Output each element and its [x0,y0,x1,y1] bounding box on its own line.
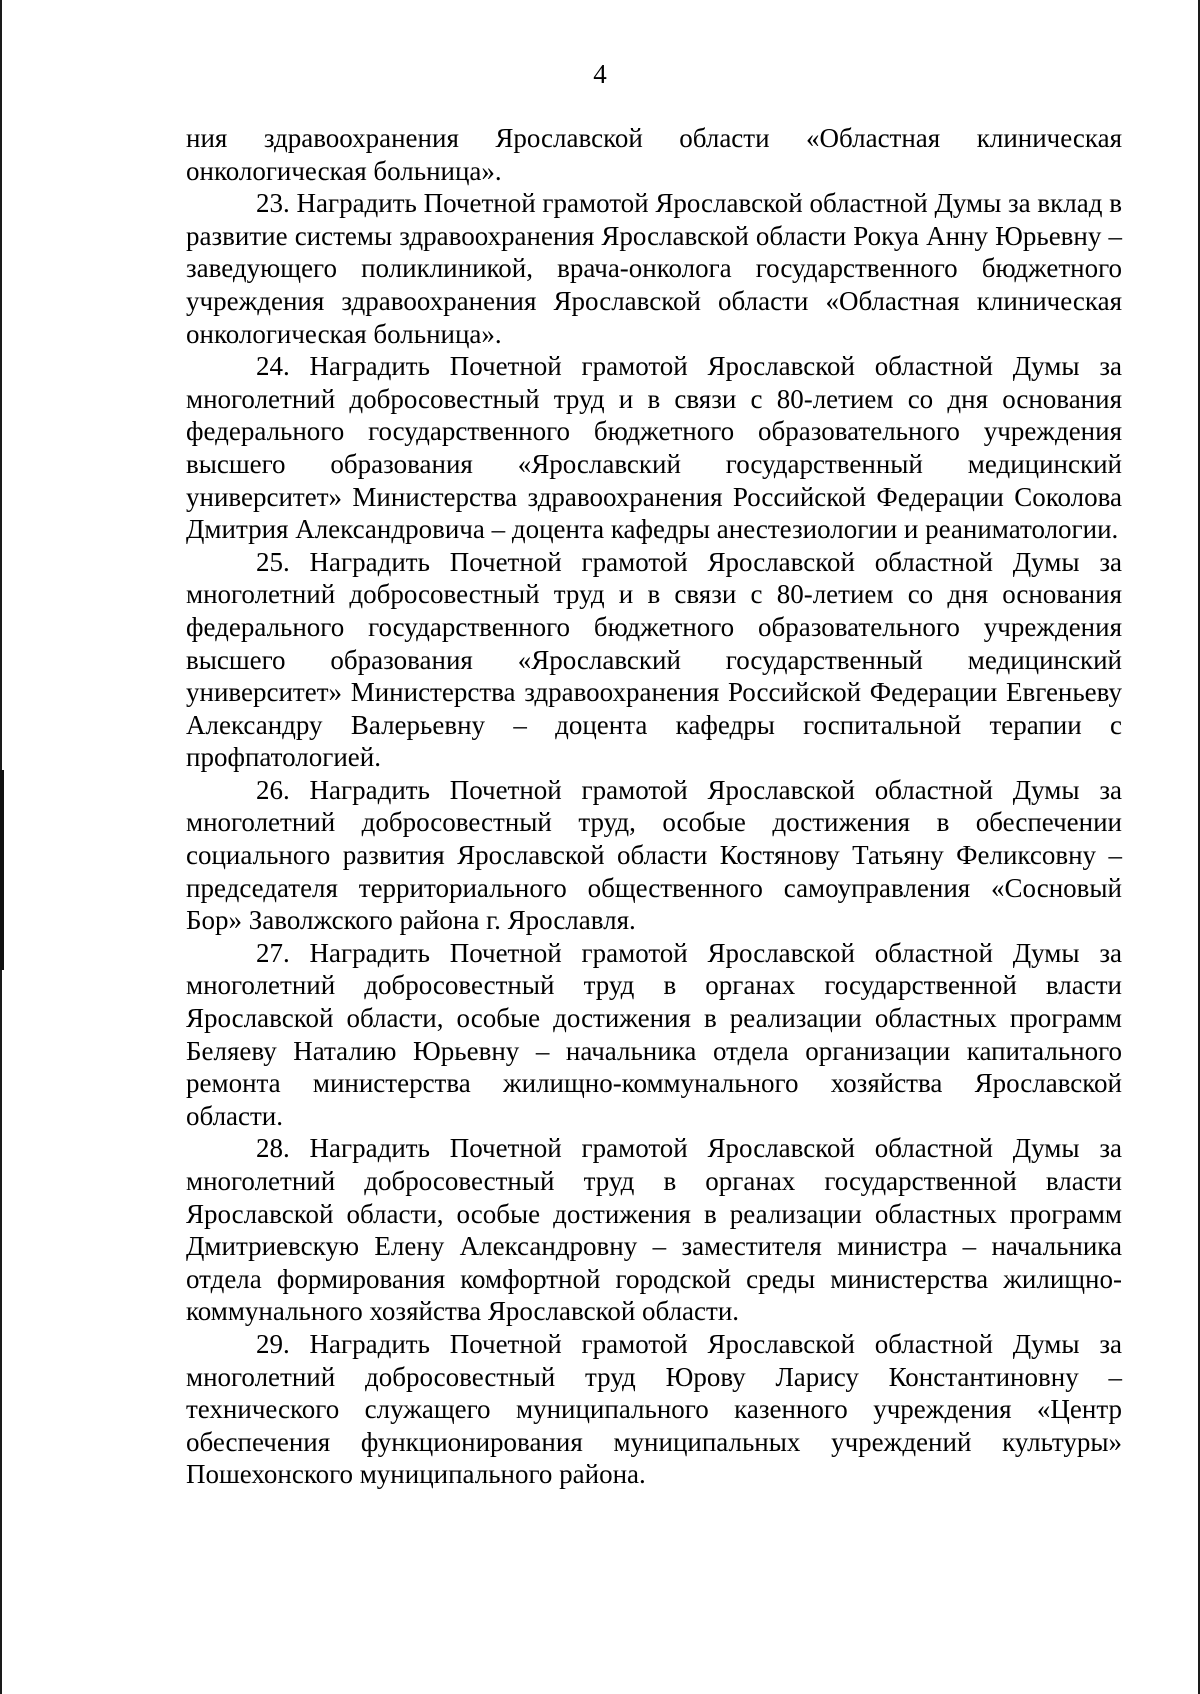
paragraph-item-23: 23. Наградить Почетной грамотой Ярославской областной Думы за вклад в развитие системы здравоохранения Ярославской области Рокуа Анну Юрьевну – заведующего поликлиникой, врача-онколога государственного бюджетного учреждения здравоохранения Ярославской области «Областная клиническая онкологическая больница». [186,188,1122,349]
paragraph-item-24: 24. Наградить Почетной грамотой Ярославской областной Думы за многолетний добросовестный труд и в связи с 80-летием со дня основания федерального государственного бюджетного образовательного учреждения высшего образования «Ярославский государственный медицинский университет» Министерства здравоохранения Российской Федерации Соколова Дмитрия Александровича – доцента кафедры анестезиологии и реаниматологии. [186,351,1122,545]
paragraph-continuation: ния здравоохранения Ярославской области «Областная клиническая онкологическая больница». [186,123,1122,186]
paragraph-item-27: 27. Наградить Почетной грамотой Ярославской областной Думы за многолетний добросовестный труд в органах государственной власти Ярославской области, особые достижения в реализации областных программ Беляеву Наталию Юрьевну – начальника отдела организации капитального ремонта министерства жилищно-коммунального хозяйства Ярославской области. [186,937,1122,1131]
paragraph-item-28: 28. Наградить Почетной грамотой Ярославской областной Думы за многолетний добросовестный труд в органах государственной власти Ярославской области, особые достижения в реализации областных программ Дмитриевскую Елену Александровну – заместителя министра – начальника отдела формирования комфортной городской среды министерства жилищно-коммунального хозяйства Ярославской области. [186,1133,1122,1327]
page-number: 4 [593,59,607,89]
paragraph-item-25: 25. Наградить Почетной грамотой Ярославской областной Думы за многолетний добросовестный труд и в связи с 80-летием со дня основания федерального государственного бюджетного образовательного учреждения высшего образования «Ярославский государственный медицинский университет» Министерства здравоохранения Российской Федерации Евгеньеву Александру Валерьевну – доцента кафедры госпитальной терапии с профпатологией. [186,546,1122,773]
paragraph-item-26: 26. Наградить Почетной грамотой Ярославской областной Думы за многолетний добросовестный труд, особые достижения в обеспечении социального развития Ярославской области Костянову Татьяну Феликсовну – председателя территориального общественного самоуправления «Сосновый Бор» Заволжского района г. Ярославля. [186,774,1122,936]
paragraph-item-29: 29. Наградить Почетной грамотой Ярославской областной Думы за многолетний добросовестный труд Юрову Ларису Константиновну – технического служащего муниципального казенного учреждения «Центр обеспечения функционирования муниципальных учреждений культуры» Пошехонского муниципального района. [186,1328,1122,1490]
scan-edge-left-mark [0,770,4,970]
document-body [186,122,1122,1491]
